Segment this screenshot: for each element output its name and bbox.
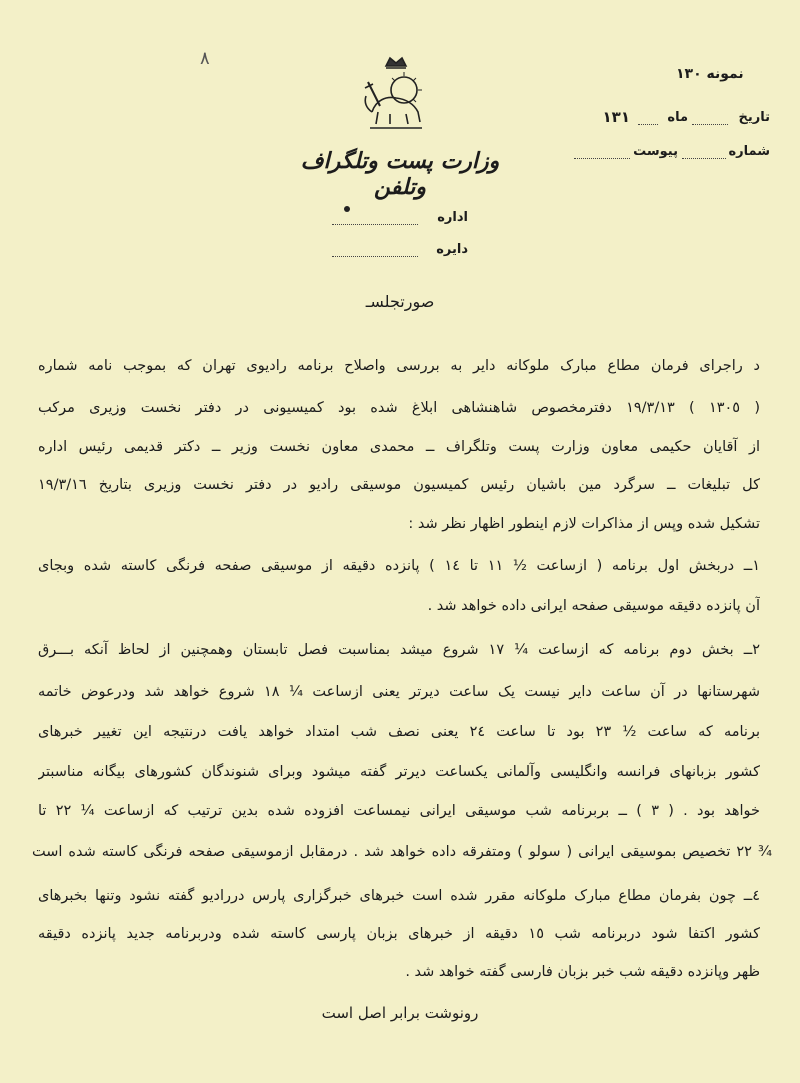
body-line-11: کشور بزبانهای فرانسه وانگلیسی وآلمانی یکساعت دیرتر گفته میشود وبرای شنوندگان کشورهای بیگانه مناسبتر	[38, 764, 760, 780]
ink-dot	[344, 206, 350, 212]
body-line-8: ٢ــ بخش دوم برنامه که ازساعت ¼ ١٧ شروع میشد بمناسبت فصل تابستان وهمچنین از لحاظ آنکه بـــرق	[38, 642, 760, 658]
body-line-4: کل تبلیغات ــ سرگرد مین باشیان رئیس کمیسیون موسیقی رادیو در دفتر نخست وزیری بتاریخ ١٩/٣/١٦	[38, 477, 760, 493]
body-line-5: تشکیل شده وپس از مذاکرات لازم اینطور اظهار نظر شد :	[408, 516, 760, 532]
body-line-9: شهرستانها در آن ساعت دایر نیست یک ساعت دیرتر یعنی ازساعت ¼ ١٨ شروع خواهد شد ودرعوض خاتمه	[38, 684, 760, 700]
department-label: دایره	[436, 242, 468, 257]
document-title	[300, 292, 500, 311]
body-line-12: خواهد بود . ( ٣ ) ــ بربرنامه شب موسیقی ایرانی نیمساعت افزوده شده بدین ترتیب که ازساعت ¼ ٢٢ تا	[38, 803, 760, 819]
certified-copy-note: رونوشت برابر اصل است	[321, 1004, 479, 1022]
date-label: تاریخ	[738, 110, 770, 125]
ministry-name: وزارت پست وتلگراف وتلفن	[300, 148, 500, 200]
body-line-13: ¾ ٢٢ تخصیص بموسیقی ایرانی ( سولو ) ومتفرقه داده خواهد شد . درمقابل ازموسیقی صفحه فرنگی کاسته شده است	[32, 844, 772, 860]
office-label: اداره	[437, 210, 468, 225]
body-line-2: ( ١٣٠٥ ) ١٩/٣/١٣ دفترمخصوص شاهنشاهی ابلاغ شده بود کمیسیونی در دفتر نخست وزیری مرکب	[38, 400, 760, 416]
attachment-label: پیوست	[633, 144, 678, 159]
lion-and-sun-emblem	[356, 52, 436, 136]
body-line-1: د راجرای فرمان مطاع مبارک ملوکانه دایر به بررسی واصلاح برنامه رادیوی تهران که بموجب نامه شماره	[38, 358, 760, 374]
date-row	[572, 110, 770, 130]
number-row	[572, 144, 770, 164]
body-line-14: ٤ــ چون بفرمان مطاع مبارک ملوکانه مقرر شده است خبرهای خبرگزاری پارس دررادیو گفته نشود وتنها بخبرهای	[38, 888, 760, 904]
office-field	[330, 210, 468, 226]
body-line-15: کشور اکتفا شود دربرنامه شب ١٥ دقیقه از خبرهای بزبان پارسی کاسته شده ودربرنامه جدید پانزده دقیقه	[38, 926, 760, 942]
handwritten-mark: ٨	[200, 48, 210, 69]
document-title-text: صورتجلسـ	[365, 292, 435, 311]
body-line-16: ظهر وپانزده دقیقه شب خبر بزبان فارسی گفته خواهد شد .	[405, 964, 760, 980]
year-value: ١٣١	[602, 108, 630, 126]
body-line-6: ١ــ دربخش اول برنامه ( ازساعت ½ ١١ تا ١٤ ) پانزده دقیقه از موسیقی صفحه فرنگی کاسته شده وبجای	[38, 558, 760, 574]
form-sample-number: نمونه ١٣٠	[676, 66, 744, 82]
body-line-7: آن پانزده دقیقه موسیقی صفحه ایرانی داده خواهد شد .	[427, 598, 760, 614]
number-label: شماره	[728, 144, 770, 159]
body-line-10: برنامه که ساعت ½ ٢٣ بود تا ساعت ٢٤ یعنی نصف شب امتداد خواهد یافت درنتیجه این تغییر خبرهای	[38, 724, 760, 740]
month-label: ماه	[667, 110, 688, 125]
body-line-3: از آقایان حکیمی معاون وزارت پست وتلگراف ــ محمدی معاون نخست وزیر ــ دکتر قدیمی رئیس اداره	[38, 439, 760, 455]
department-field	[330, 242, 468, 258]
